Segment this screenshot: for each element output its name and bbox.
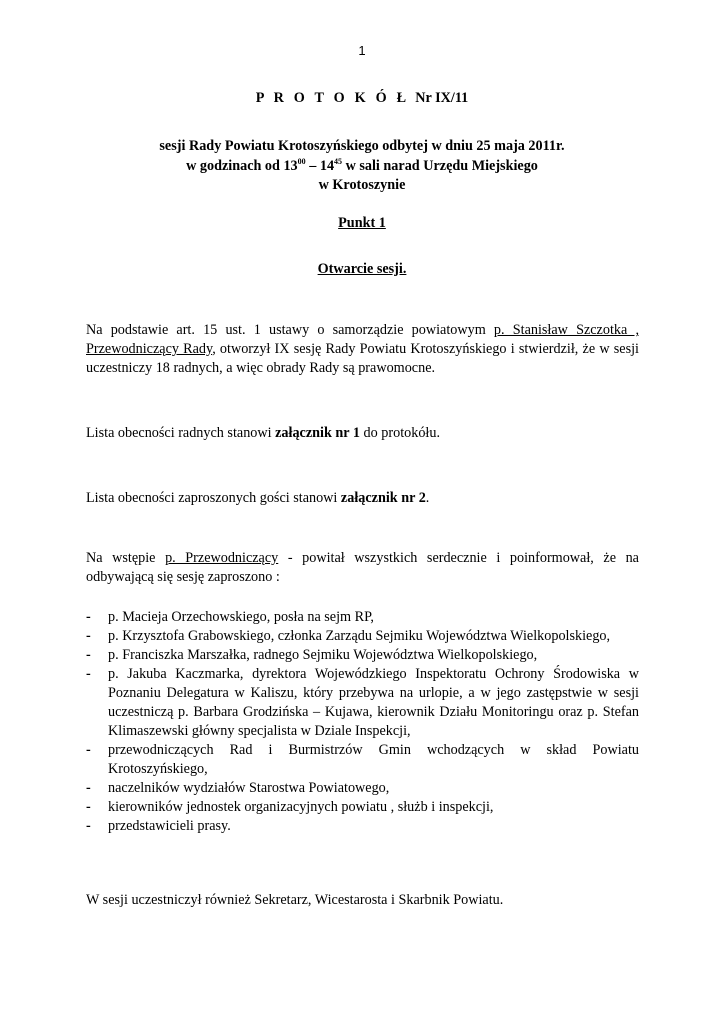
p3-text-b: . bbox=[425, 490, 430, 506]
list-item bbox=[86, 779, 639, 798]
section-title: Otwarcie sesji. bbox=[317, 261, 407, 277]
paragraph-attendance-councillors bbox=[86, 424, 639, 443]
dash-bullet-icon: - bbox=[86, 742, 91, 758]
list-item bbox=[86, 608, 639, 627]
title-spaced: P R O T O K Ó Ł bbox=[255, 90, 410, 106]
venue: w sali narad Urzędu Miejskiego bbox=[342, 158, 538, 174]
paragraph-also-present: W sesji uczestniczył również Sekretarz, Wicestarosta i Skarbnik Powiatu. bbox=[86, 892, 504, 908]
time-end-minutes: 45 bbox=[334, 157, 343, 166]
time-start-minutes: 00 bbox=[297, 157, 306, 166]
p3-attachment: załącznik nr 2 bbox=[340, 490, 426, 506]
list-item-text: p. Jakuba Kaczmarka, dyrektora Wojewódzkiego Inspektoratu Ochrony Środowiska w Poznaniu Delegatura w Kaliszu, który przebywa na urlopie, a w jego zastępstwie w sesji uczestniczą p. Barbara Grodzińska – Kujawa, kierownik Działu Monitoringu oraz p. Stefan Klimaszewski główny specjalista w Dziale Inspekcji, bbox=[108, 666, 639, 739]
list-item bbox=[86, 665, 639, 741]
paragraph-opening bbox=[86, 321, 639, 378]
list-item-text: kierowników jednostek organizacyjnych powiatu , służb i inspekcji, bbox=[108, 799, 494, 815]
dash-bullet-icon: - bbox=[86, 818, 91, 834]
dash-bullet-icon: - bbox=[86, 628, 91, 644]
time-end: – 14 bbox=[305, 158, 335, 174]
p1-chairman-title: Przewodniczący Rady bbox=[86, 341, 213, 357]
p2-attachment: załącznik nr 1 bbox=[275, 425, 360, 441]
list-item bbox=[86, 817, 639, 836]
time-start: w godzinach od 13 bbox=[186, 158, 298, 174]
p4-text-b: - powitał wszystkich serdecznie i poinformował, że na odbywającą się sesję zaproszono : bbox=[86, 550, 639, 585]
p4-text-a: Na wstępie bbox=[86, 550, 166, 566]
dash-bullet-icon: - bbox=[86, 647, 91, 663]
list-item-text: p. Krzysztofa Grabowskiego, członka Zarządu Sejmiku Województwa Wielkopolskiego, bbox=[108, 628, 611, 644]
paragraph-welcome bbox=[86, 549, 639, 587]
list-item bbox=[86, 741, 639, 779]
dash-bullet-icon: - bbox=[86, 666, 91, 682]
list-item-text: p. Franciszka Marszałka, radnego Sejmiku Województwa Wielkopolskiego, bbox=[108, 647, 538, 663]
paragraph-attendance-guests bbox=[86, 489, 639, 508]
p1-chairman-name: p. Stanisław Szczotka , bbox=[493, 322, 639, 338]
p1-text-a: Na podstawie art. 15 ust. 1 ustawy o samorządzie powiatowym bbox=[86, 322, 494, 338]
title-number: Nr IX/11 bbox=[415, 90, 469, 106]
p2-text-a: Lista obecności radnych stanowi bbox=[86, 425, 276, 441]
dash-bullet-icon: - bbox=[86, 609, 91, 625]
point-heading: Punkt 1 bbox=[338, 215, 386, 231]
list-item bbox=[86, 627, 639, 646]
p4-chairman: p. Przewodniczący bbox=[165, 550, 279, 566]
list-item-text: przewodniczących Rad i Burmistrzów Gmin wchodzących w skład Powiatu Krotoszyńskiego, bbox=[108, 742, 639, 777]
list-item-text: p. Macieja Orzechowskiego, posła na sejm RP, bbox=[108, 609, 374, 625]
session-line-2 bbox=[0, 157, 724, 176]
protocol-title bbox=[0, 89, 724, 108]
list-item bbox=[86, 646, 639, 665]
session-line-1: sesji Rady Powiatu Krotoszyńskiego odbytej w dniu 25 maja 2011r. bbox=[159, 138, 565, 154]
list-item bbox=[86, 798, 639, 817]
dash-bullet-icon: - bbox=[86, 780, 91, 796]
invited-guests-list bbox=[86, 608, 639, 836]
list-item-text: przedstawicieli prasy. bbox=[108, 818, 231, 834]
page-number: 1 bbox=[358, 43, 366, 58]
p3-text-a: Lista obecności zaproszonych gości stanowi bbox=[86, 490, 341, 506]
p2-text-b: do protokółu. bbox=[360, 425, 440, 441]
list-item-text: naczelników wydziałów Starostwa Powiatowego, bbox=[108, 780, 390, 796]
p1-text-b: , otworzył IX sesję Rady Powiatu Krotoszyńskiego i stwierdził, że w sesji uczestniczy 18 radnych, a więc obrady Rady są prawomocne. bbox=[86, 341, 639, 376]
session-line-3: w Krotoszynie bbox=[318, 177, 406, 193]
dash-bullet-icon: - bbox=[86, 799, 91, 815]
